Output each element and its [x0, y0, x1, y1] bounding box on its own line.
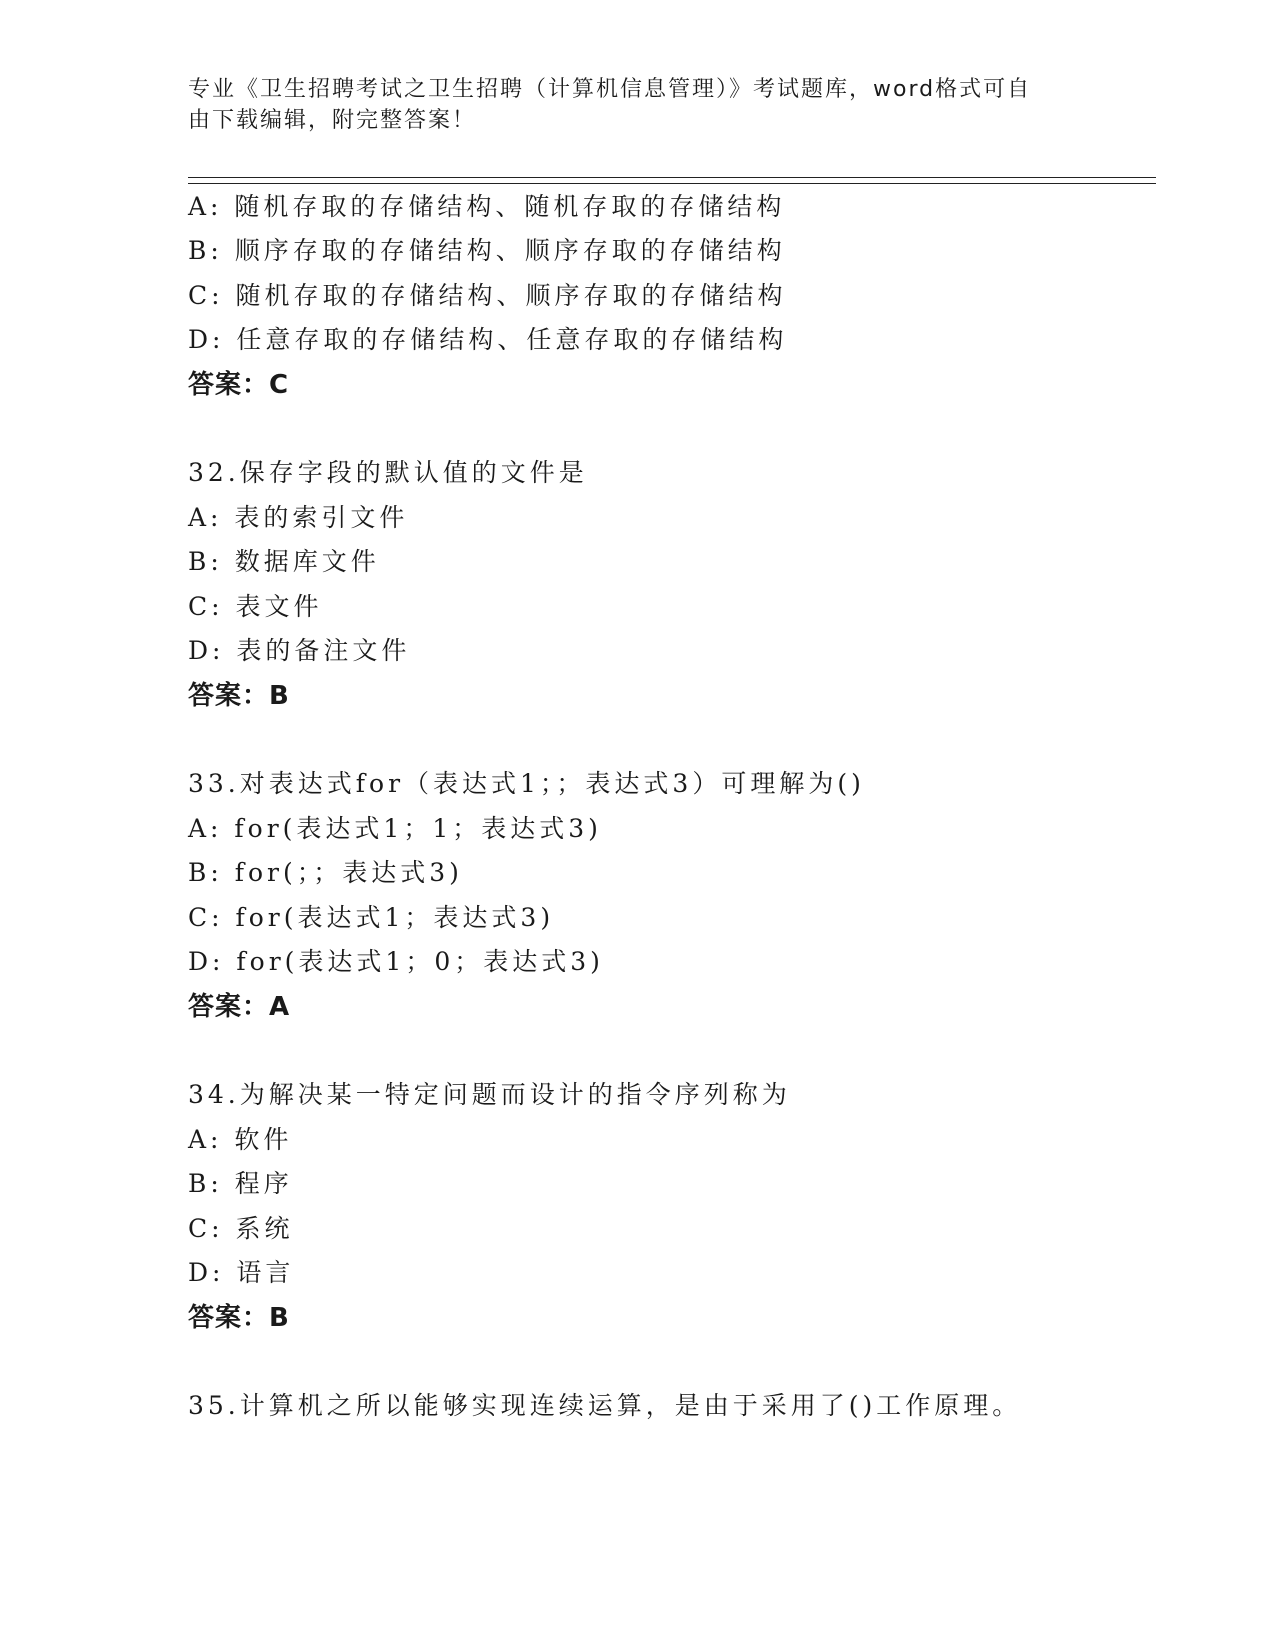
q32-option-b: B: 数据库文件 [188, 547, 380, 576]
q32-answer: 答案：B [188, 681, 290, 711]
q31-option-c: C: 随机存取的存储结构、顺序存取的存储结构 [188, 281, 787, 310]
header-line-1: 专业《卫生招聘考试之卫生招聘（计算机信息管理）》考试题库，word格式可自 [188, 77, 1032, 102]
q31-option-b: B: 顺序存取的存储结构、顺序存取的存储结构 [188, 236, 786, 265]
q34-option-d: D: 语言 [188, 1258, 295, 1287]
q33-option-b: B: for(；；表达式3) [188, 858, 463, 887]
q34-option-c: C: 系统 [188, 1214, 294, 1243]
q31-option-a: A: 随机存取的存储结构、随机存取的存储结构 [188, 192, 786, 221]
q34-answer: 答案：B [188, 1303, 290, 1333]
q33-option-c: C: for(表达式1；表达式3) [188, 903, 555, 932]
q34-option-b: B: 程序 [188, 1169, 293, 1198]
q32-question: 32.保存字段的默认值的文件是 [188, 458, 588, 487]
q34-question: 34.为解决某一特定问题而设计的指令序列称为 [188, 1080, 791, 1109]
document-header [188, 74, 1088, 136]
header-divider-bottom [188, 183, 1156, 184]
header-line-2: 由下载编辑，附完整答案！ [188, 108, 477, 133]
q31-option-d: D: 任意存取的存储结构、任意存取的存储结构 [188, 325, 788, 354]
q32-option-d: D: 表的备注文件 [188, 636, 411, 665]
header-divider-top [188, 177, 1156, 178]
q33-option-a: A: for(表达式1；1；表达式3) [188, 814, 602, 843]
q33-answer: 答案：A [188, 992, 291, 1022]
q33-question: 33.对表达式for（表达式1；；表达式3）可理解为() [188, 769, 865, 798]
q31-answer: 答案：C [188, 370, 290, 400]
q33-option-d: D: for(表达式1；0；表达式3) [188, 947, 604, 976]
q34-option-a: A: 软件 [188, 1125, 293, 1154]
q32-option-a: A: 表的索引文件 [188, 503, 409, 532]
q32-option-c: C: 表文件 [188, 592, 323, 621]
q35-question: 35.计算机之所以能够实现连续运算，是由于采用了()工作原理。 [188, 1391, 1022, 1420]
